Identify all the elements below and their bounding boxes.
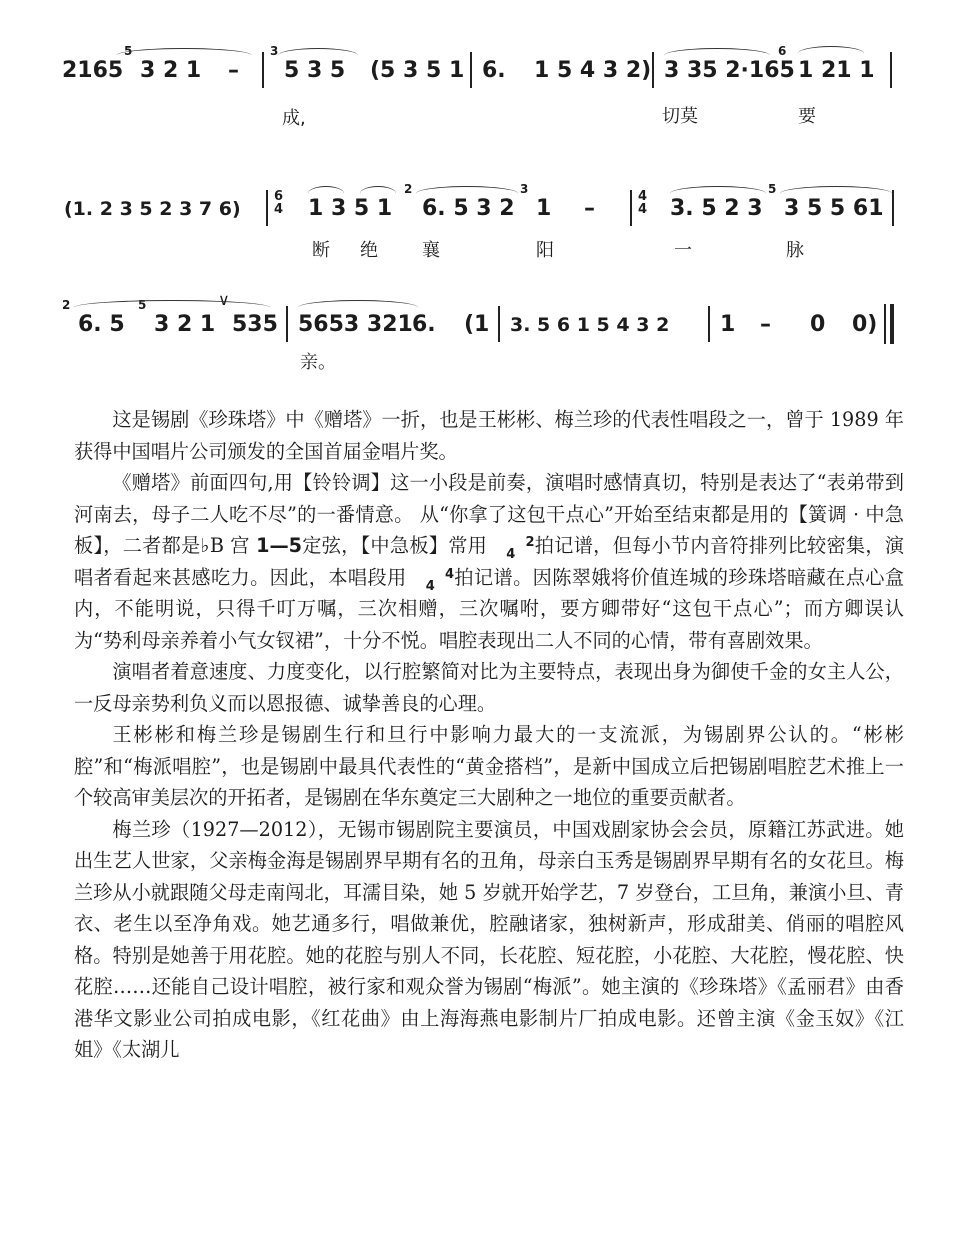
paragraph-5: 梅兰珍（1927—2012），无锡市锡剧院主要演员，中国戏剧家协会会员，原籍江苏武进。她出生艺人世家，父亲梅金海是锡剧界早期有名的丑角，母亲白玉秀是锡剧界早期有名的女花旦。梅兰珍从小就跟随父母走南闯北，耳濡目染，她 5 岁就开始学艺，7 岁登台，工旦角，兼演小旦、青衣、老生以至净角戏。她艺通多行，唱做兼优，腔融诸家，独树新声，形成甜美、俏丽的唱腔风格。特别是她善于用花腔。她的花腔与别人不同，长花腔、短花腔，小花腔、大花腔，慢花腔、快花腔……还能自己设计唱腔，被行家和观众誉为锡剧“梅派”。她主演的《珍珠塔》《孟丽君》由香港华文影业公司拍成电影，《红花曲》由上海海燕电影制片厂拍成电影。还曾主演《金玉奴》《江姐》《太湖儿 xyxy=(74,817,904,1061)
final-bar-thick xyxy=(890,304,894,344)
time-signature-top: 4 xyxy=(638,189,648,204)
note-group: (1. 2 3 5 2 3 7 6) xyxy=(64,198,241,220)
note-group: 1 xyxy=(720,312,736,337)
time-signature-inline xyxy=(407,566,455,594)
note-group: 3 2 1 xyxy=(140,58,202,83)
paragraph-1: 这是锡剧《珍珠塔》中《赠塔》一折，也是王彬彬、梅兰珍的代表性唱段之一，曾于 1989 年获得中国唱片公司颁发的全国首届金唱片奖。 xyxy=(74,408,904,463)
tuning-interval: 1—5 xyxy=(256,534,302,557)
time-signature-bottom: 4 xyxy=(638,202,648,217)
lyric: 断 xyxy=(312,240,330,261)
time-signature xyxy=(638,190,647,216)
note-group: 1 3 5 1 xyxy=(308,196,393,221)
score-line-2 xyxy=(56,182,916,306)
note-group: 3. 5 2 3 xyxy=(670,196,763,221)
score-line-1 xyxy=(56,44,916,168)
note-group: 6. 5 3 2 xyxy=(422,196,515,221)
note-group: (5 3 5 1 xyxy=(370,58,465,83)
grace-note: 3 xyxy=(270,44,279,58)
bar-line xyxy=(708,306,710,342)
bar-line xyxy=(652,52,654,88)
lyric: 切莫 xyxy=(662,106,698,127)
final-bar-thin xyxy=(884,304,886,344)
lyric: 亲。 xyxy=(300,352,336,373)
time-signature-top: 4 xyxy=(444,566,455,582)
note-group: 6. 5 xyxy=(78,312,125,337)
grace-note: 6 xyxy=(778,44,787,58)
bar-line xyxy=(286,306,288,342)
note-group: 1 21 1 xyxy=(798,58,875,83)
slur xyxy=(780,186,892,201)
note-group: 3 5 5 61 xyxy=(784,196,884,221)
numbered-music-score xyxy=(0,0,957,390)
time-signature-bottom: 4 xyxy=(425,578,435,594)
bar-line xyxy=(890,52,892,88)
bar-line xyxy=(630,190,632,226)
breath-mark: ∨ xyxy=(218,290,230,309)
lyric: 一 xyxy=(674,240,692,261)
slur xyxy=(416,186,518,201)
slur xyxy=(116,48,252,63)
note-group: (1 xyxy=(464,312,490,337)
note-group: 1 xyxy=(536,196,552,221)
sustain-dash: – xyxy=(584,196,595,221)
bar-line xyxy=(266,190,268,226)
sustain-dash: – xyxy=(760,312,771,337)
lyric: 绝 xyxy=(360,240,378,261)
rest: 0 xyxy=(810,312,826,337)
slur xyxy=(298,300,418,315)
slur xyxy=(74,300,270,315)
time-signature-inline xyxy=(487,537,534,561)
slur xyxy=(360,186,396,201)
bar-line xyxy=(892,190,894,226)
paragraph-2-text-b: 定弦，【中急板】常用 xyxy=(301,534,488,557)
lyric: 成, xyxy=(282,108,306,129)
grace-note: 2 xyxy=(62,298,71,312)
note-group: 3. 5 6 1 5 4 3 2 xyxy=(510,314,670,336)
note-group: 5 3 5 xyxy=(284,58,346,83)
time-signature-top: 6 xyxy=(274,189,284,204)
paragraph-2-text-c: 拍记谱，但每小节内音符排列比较密集，演唱者看起来甚感吃力。因此，本唱段用 xyxy=(74,534,905,589)
slur xyxy=(664,48,770,63)
grace-note: 3 xyxy=(520,182,529,196)
note-group: 2165 xyxy=(62,58,124,83)
lyric: 脉 xyxy=(786,240,804,261)
note-group: 3 2 1 xyxy=(154,312,216,337)
slur xyxy=(798,46,864,61)
time-signature-bottom: 4 xyxy=(506,547,516,562)
bar-line xyxy=(470,52,472,88)
time-signature xyxy=(274,190,283,216)
time-signature-top: 2 xyxy=(525,535,535,550)
paragraph-2-text-a: 《赠塔》前面四句,用【铃铃调】这一小段是前奏，演唱时感情真切，特别是表达了“表弟带到河南去，母子二人吃不尽”的一番情意。 从“你拿了这包干点心”开始至结束都是用的【簧调 · 中急板】，二者都是♭B 宫 xyxy=(74,471,904,557)
note-group: 6. xyxy=(482,58,506,83)
note-group: 1 5 4 3 2) xyxy=(534,58,652,83)
paragraph-4: 王彬彬和梅兰珍是锡剧生行和旦行中影响力最大的一支流派，为锡剧界公认的。“彬彬腔”和“梅派唱腔”，也是锡剧中最具代表性的“黄金搭档”，是新中国成立后把锡剧唱腔艺术推上一个较高审美层次的开拓者，是锡剧在华东奠定三大剧种之一地位的重要贡献者。 xyxy=(74,723,904,809)
sustain-dash: – xyxy=(228,58,239,83)
bar-line xyxy=(262,52,264,88)
note-group: 535 xyxy=(232,312,278,337)
note-group: 3 35 2·165 xyxy=(664,58,795,83)
paragraph-3: 演唱者着意速度、力度变化，以行腔繁简对比为主要特点，表现出身为御使千金的女主人公，一反母亲势利负义而以恩报德、诚挚善良的心理。 xyxy=(74,660,904,715)
rest: 0) xyxy=(852,312,878,337)
grace-note: 2 xyxy=(404,182,413,196)
lyric: 要 xyxy=(798,106,816,127)
slur xyxy=(670,186,766,201)
grace-note: 5 xyxy=(124,44,133,58)
lyric: 襄 xyxy=(422,240,440,261)
grace-note: 5 xyxy=(768,182,777,196)
paragraph-2 xyxy=(74,467,904,656)
slur xyxy=(278,48,358,63)
note-group: 6. xyxy=(412,312,436,337)
lyric: 阳 xyxy=(536,240,554,261)
grace-note: 5 xyxy=(138,298,147,312)
note-group: 5653 321 xyxy=(298,312,413,337)
slur xyxy=(308,186,344,201)
paragraph-2-text-d: 拍记谱。因陈翠娥将价值连城的珍珠塔暗藏在点心盒内，不能明说，只得千叮万嘱，三次相赠，三次嘱咐，要方卿带好“这包干点心”；而方卿误认为“势利母亲养着小气女钗裙”，十分不悦。唱腔表现出二人不同的心情，带有喜剧效果。 xyxy=(74,565,905,652)
bar-line xyxy=(498,306,500,342)
time-signature-bottom: 4 xyxy=(274,202,284,217)
article-text xyxy=(74,404,904,1066)
